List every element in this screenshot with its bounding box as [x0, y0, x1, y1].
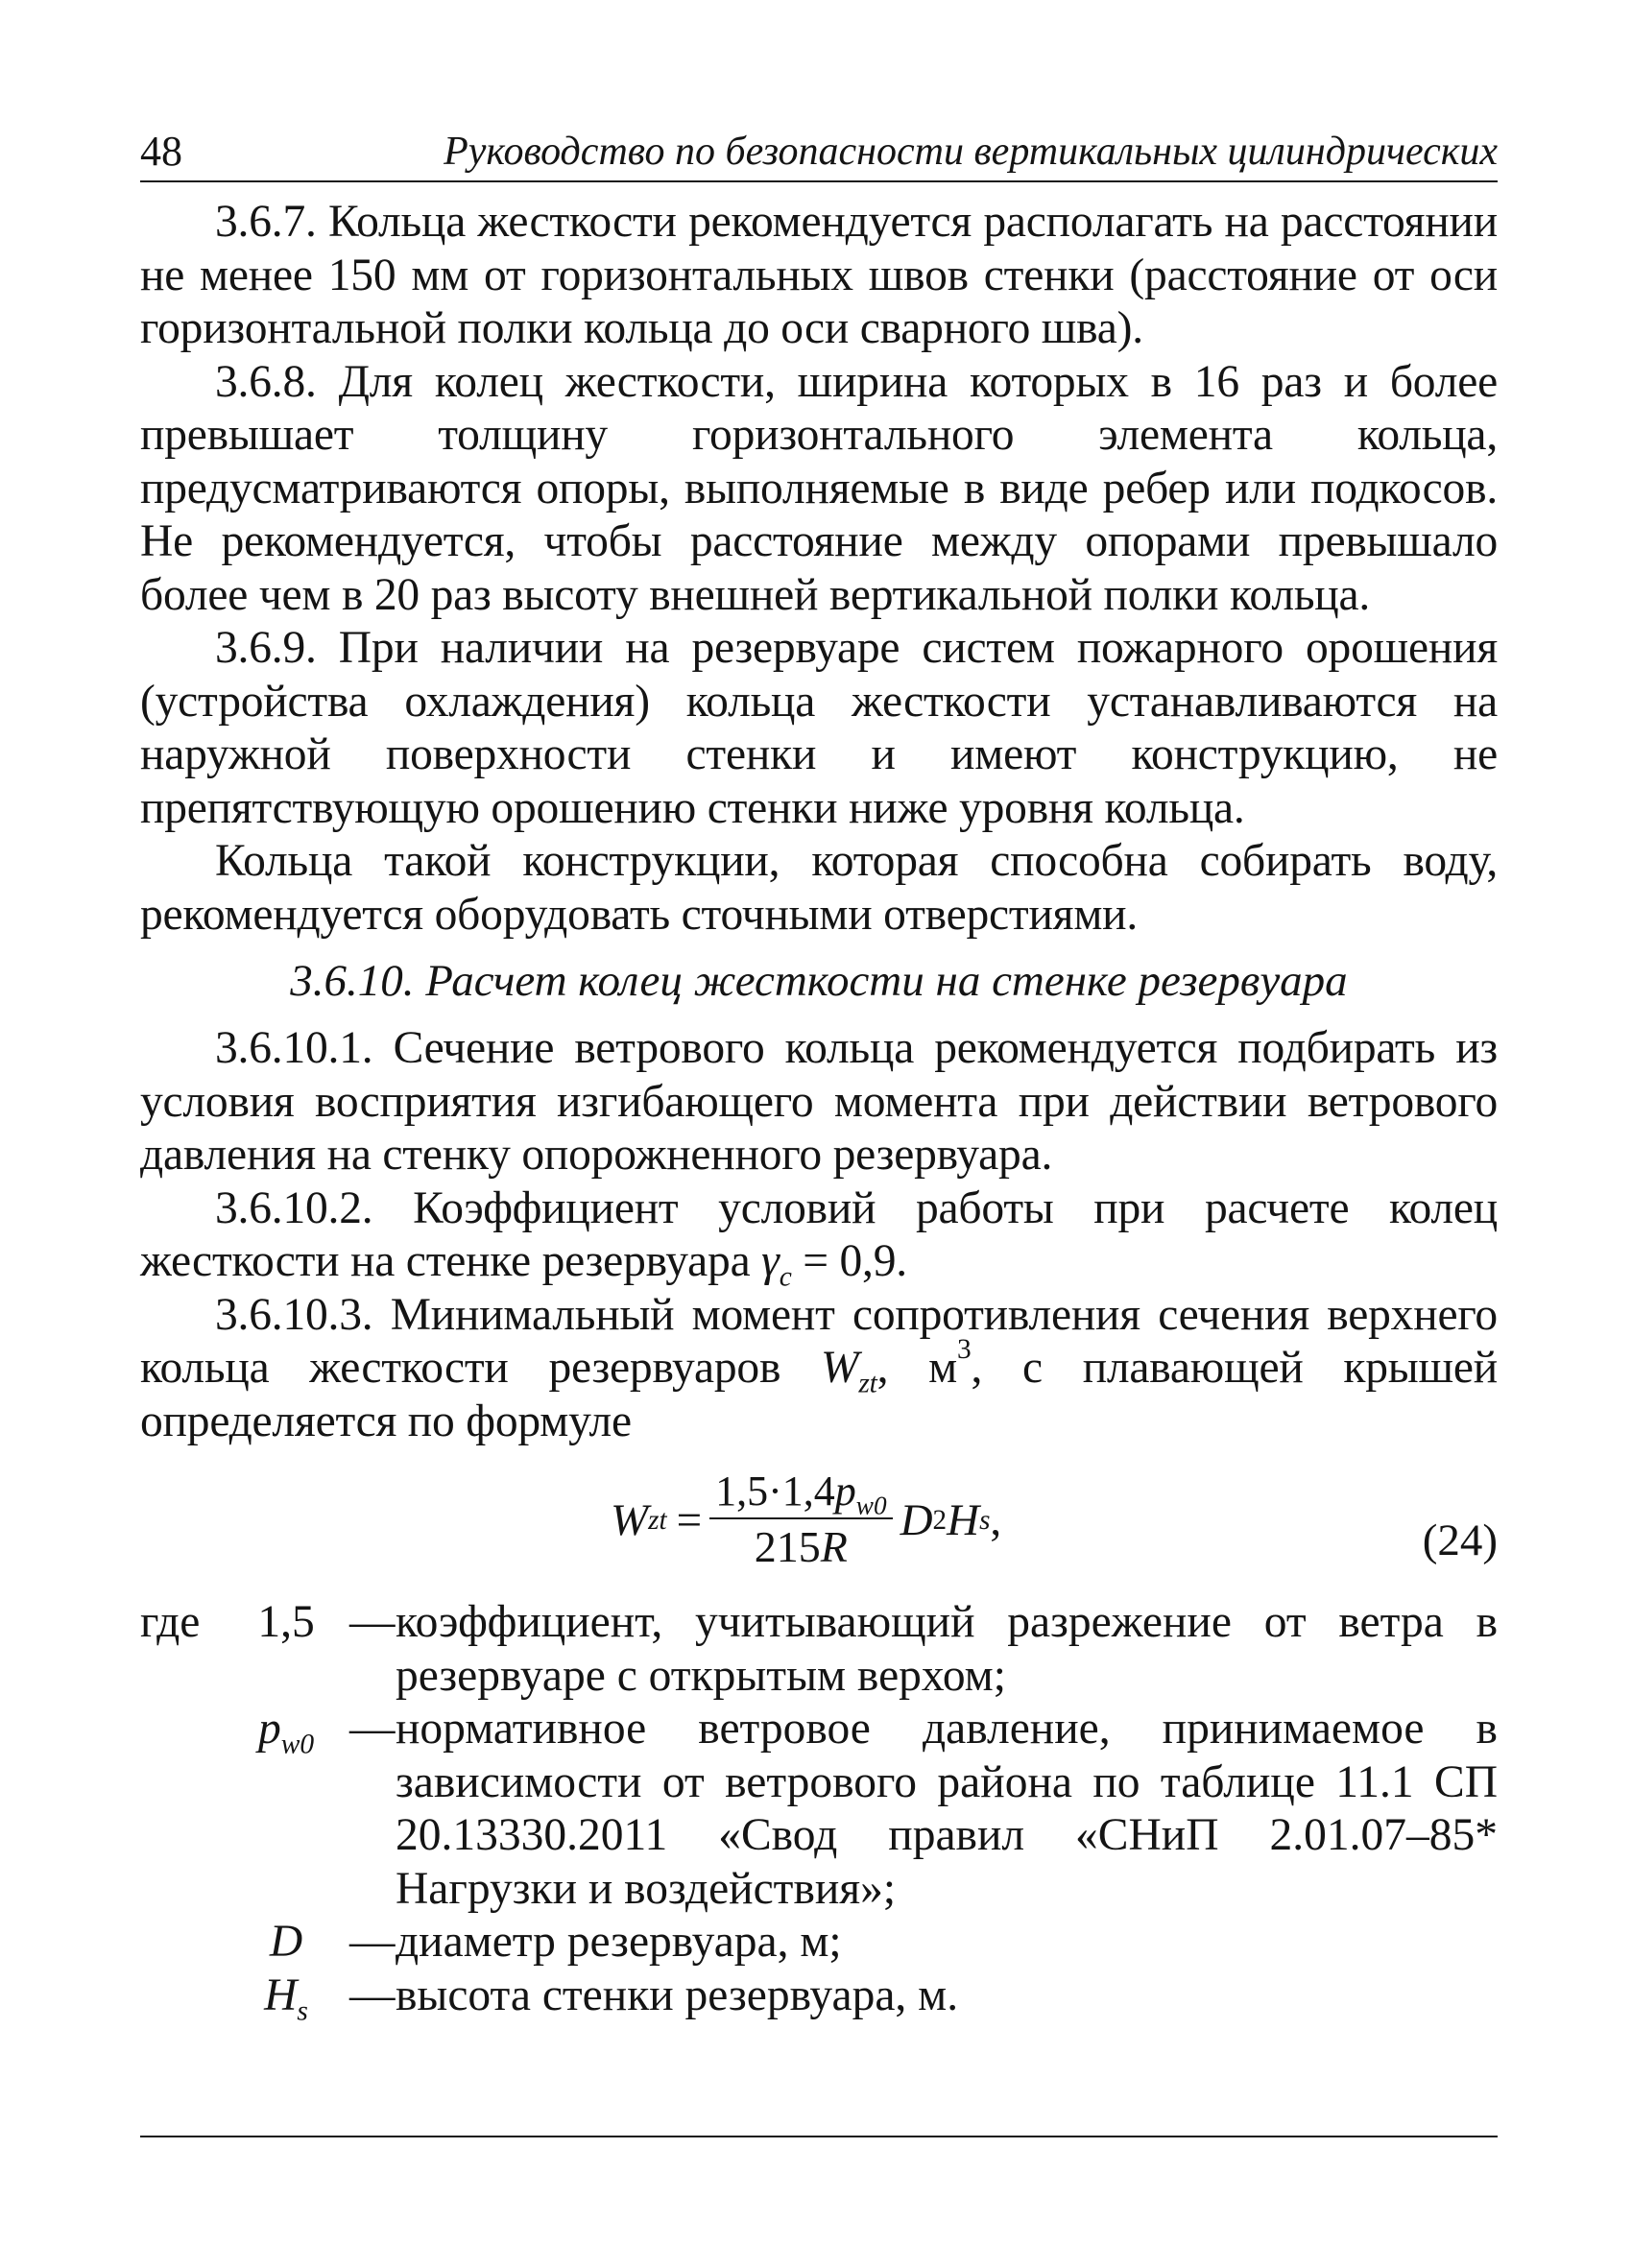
where-spacer	[140, 1916, 223, 1970]
formula-numerator-var-subscript: w0	[855, 1491, 887, 1520]
definition-dash: —	[349, 1597, 396, 1647]
definition-symbol	[223, 1916, 349, 1970]
formula-end: ,	[990, 1495, 1002, 1545]
section-heading-3-6-10: 3.6.10. Расчет колец жесткости на стенке резервуара	[290, 956, 1348, 1006]
where-spacer	[140, 1703, 223, 1916]
definition-item	[140, 1703, 1498, 1916]
formula-h: H	[947, 1495, 980, 1545]
formula-fraction	[709, 1466, 892, 1575]
formula-denominator-var: R	[820, 1522, 848, 1571]
formula-numerator	[709, 1466, 892, 1519]
definitions-list	[140, 1596, 1498, 2026]
where-label: где	[140, 1597, 201, 1647]
definition-item	[140, 1596, 1498, 1703]
paragraph-3-6-8: 3.6.8. Для колец жесткости, ширина которых в 16 раз и более превышает толщину горизонтального элемента кольца, предусматриваются опоры, выполняемые в виде ребер или подкосов. Не рекомендуется, чтобы расстояние между опорами превышало более чем в 20 раз высоту внешней вертикальной полки кольца.	[140, 356, 1498, 620]
wzt-unit: , м	[876, 1343, 957, 1393]
formula-numerator-var: p	[834, 1468, 856, 1515]
definition-symbol-subscript: w0	[280, 1729, 315, 1760]
formula-equals: =	[676, 1495, 703, 1545]
definition-symbol-text: p	[257, 1704, 281, 1754]
gamma-c-subscript: c	[779, 1261, 792, 1293]
paragraph-3-6-10-3	[140, 1289, 1498, 1449]
paragraph-3-6-10-2-text: 3.6.10.2. Коэффициент условий работы при расчете колец жесткости на стенке резервуара	[140, 1182, 1498, 1286]
definition-text: диаметр резервуара, м;	[396, 1917, 842, 1967]
formula-lhs: W	[611, 1495, 649, 1545]
definition-text: нормативное ветровое давление, принимаемое в зависимости от ветрового района по таблице 11.1 СП 20.13330.2011 «Свод правил «СНиП 2.01.07–85* Нагрузки и воздействия»;	[396, 1704, 1498, 1914]
paragraph-3-6-10-1: 3.6.10.1. Сечение ветрового кольца рекомендуется подбирать из условия восприятия изгибающего момента при действии ветрового давления на стенку опорожненного резервуара.	[140, 1023, 1498, 1180]
equation-number: (24)	[1422, 1516, 1498, 1565]
definition-symbol	[223, 1703, 349, 1916]
definition-text: коэффициент, учитывающий разрежение от ветра в резервуаре с открытым верхом;	[396, 1597, 1498, 1701]
definition-symbol	[223, 1970, 349, 2026]
running-title: Руководство по безопасности вертикальных цилиндрических	[444, 130, 1498, 174]
wzt-subscript: zt	[858, 1368, 877, 1399]
wzt-symbol: W	[821, 1343, 859, 1393]
formula-24	[140, 1448, 1498, 1590]
where-spacer	[140, 1970, 223, 2023]
definition-item	[140, 1916, 1498, 1970]
formula-numerator-coef: 1,5·1,4	[715, 1468, 835, 1515]
paragraph-3-6-9: 3.6.9. При наличии на резервуаре систем пожарного орошения (устройства охлаждения) кольца жесткости устанавливаются на наружной поверхности стенки и имеют конструкцию, не препятствующую орошению стенки ниже уровня кольца.	[140, 623, 1498, 833]
definition-dash: —	[349, 1970, 396, 2020]
definition-symbol-text: 1,5	[257, 1597, 315, 1647]
gamma-c-value: = 0,9.	[791, 1236, 907, 1286]
body-text	[140, 196, 1498, 2026]
paragraph-3-6-10-3-rest: , с плавающей крышей определяется по формуле	[140, 1343, 1498, 1446]
paragraph-3-6-10-3-text: 3.6.10.3. Минимальный момент сопротивления сечения верхнего кольца жесткости резервуаров	[140, 1289, 1498, 1393]
paragraph-3-6-9-continued: Кольца такой конструкции, которая способна собирать воду, рекомендуется оборудовать сточными отверстиями.	[140, 836, 1498, 940]
definition-dash: —	[349, 1917, 396, 1967]
definition-symbol-text: H	[264, 1970, 298, 2020]
gamma-c-symbol: γ	[761, 1236, 780, 1286]
footer-rule	[140, 2136, 1498, 2137]
formula-denominator	[749, 1519, 853, 1575]
formula-denominator-coef: 215	[754, 1522, 821, 1571]
formula-expression: W zt = $\frac{1,5\cdot 1,4p_{w0}}{215R}$ D 2 H s ,	[611, 1458, 1001, 1583]
definition-item	[140, 1970, 1498, 2026]
page-number: 48	[140, 128, 182, 175]
definition-dash: —	[349, 1704, 396, 1754]
definition-text: высота стенки резервуара, м.	[396, 1970, 959, 2020]
page-header	[140, 123, 1498, 182]
formula-d: D	[900, 1495, 933, 1545]
paragraph-3-6-7: 3.6.7. Кольца жесткости рекомендуется располагать на расстоянии не менее 150 мм от горизонтальных швов стенки (расстояние от оси горизонтальной полки кольца до оси сварного шва).	[140, 197, 1498, 353]
definition-symbol-subscript: s	[297, 1994, 308, 2026]
definition-symbol	[223, 1596, 349, 1703]
definition-symbol-text: D	[269, 1917, 303, 1967]
wzt-unit-power: 3	[956, 1333, 972, 1365]
paragraph-3-6-10-2	[140, 1182, 1498, 1293]
